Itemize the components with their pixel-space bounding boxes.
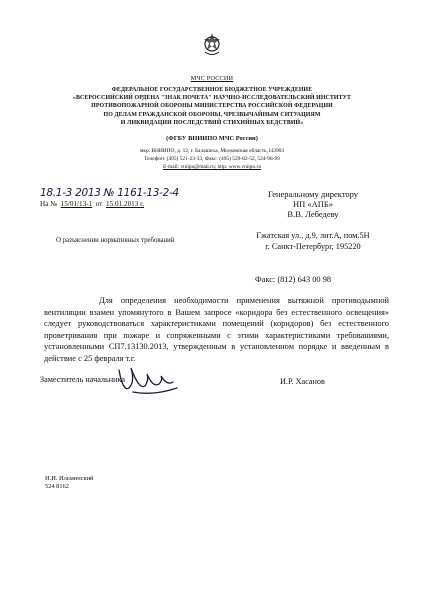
org-contacts	[0, 147, 424, 171]
org-line: ПО ДЕЛАМ ГРАЖДАНСКОЙ ОБОРОНЫ, ЧРЕЗВЫЧАЙНЫМ СИТУАЦИЯМ	[103, 111, 321, 118]
reference-date: 15.01.2013 г.	[106, 200, 145, 208]
recipient-address	[233, 231, 393, 252]
reference-line	[40, 200, 144, 208]
letter-body: Для определения необходимости применения вытяжной противодымной вентиляции взамен упомянутого в Вашем запросе «коридора без естественного освещения» следует руководствоваться характеристиками помещений (коридоров) без естественного проветривания при пожаре и сопряженными с этими характеристиками требованиями, установленными СП7.13130.2013, утвержденным в установленном порядке и введенным в действие с 25 февраля т.г.	[44, 296, 389, 363]
executor-phone: 524 8162	[45, 483, 69, 490]
org-line: «ВСЕРОССИЙСКИЙ ОРДЕНА "ЗНАК ПОЧЕТА" НАУЧНО-ИССЛЕДОВАТЕЛЬСКИЙ ИНСТИТУТ	[72, 95, 352, 102]
org-line: ПРОТИВОПОЖАРНОЙ ОБОРОНЫ МИНИСТЕРСТВА РОССИЙСКОЙ ФЕДЕРАЦИИ	[91, 103, 333, 110]
handwritten-registration: 18.1-3 2013 № 1161-13-2-4	[40, 187, 179, 199]
reference-from: от	[95, 200, 103, 208]
reference-prefix: На №	[40, 200, 58, 208]
org-email: E-mail: vniipo@mail.ru; http: www.vniipo.ru	[162, 164, 262, 170]
recipient-fax: Факс: (812) 643 00 98	[255, 275, 332, 284]
org-short-name: (ФГБУ ВНИИПО МЧС России)	[166, 135, 258, 142]
mchs-emblem-icon	[199, 30, 225, 58]
agency-title: МЧС РОССИИ	[190, 75, 234, 82]
signer-position: Заместитель начальника	[40, 375, 126, 384]
org-phones: Телефон: (495) 521-23-33, Факс: (495) 529-82-52, 524-98-99	[144, 156, 280, 162]
recipient-line: В.В. Лебедеву	[287, 209, 339, 220]
letter-subject: О разъяснении нормативных требований	[56, 237, 175, 244]
executor-block	[45, 475, 93, 491]
org-line: ФЕДЕРАЛЬНОЕ ГОСУДАРСТВЕННОЕ БЮДЖЕТНОЕ УЧРЕЖДЕНИЕ	[111, 87, 313, 93]
handwritten-signature	[113, 362, 183, 398]
org-address: мкр. ВНИИПО, д. 12, г. Балашиха, Московская область,143903	[139, 148, 285, 154]
recipient-address-line: г. Санкт-Петербург, 195220	[265, 241, 361, 251]
org-line: И ЛИКВИДАЦИИ ПОСЛЕДСТВИЙ СТИХИЙНЫХ БЕДСТВИЙ»	[120, 119, 304, 126]
executor-name: И.И. Ильминский	[45, 475, 94, 482]
signer-name: И.Р. Хасанов	[280, 377, 325, 386]
recipient-block	[248, 189, 378, 220]
organization-name	[0, 86, 424, 127]
recipient-line: НП «АПБ»	[292, 199, 334, 210]
recipient-line: Генеральному директору	[267, 189, 359, 199]
recipient-address-line: Гжатская ул., д.9, лит.А, пом.5Н	[256, 231, 370, 240]
reference-number: 15/01/13-1	[60, 200, 93, 208]
